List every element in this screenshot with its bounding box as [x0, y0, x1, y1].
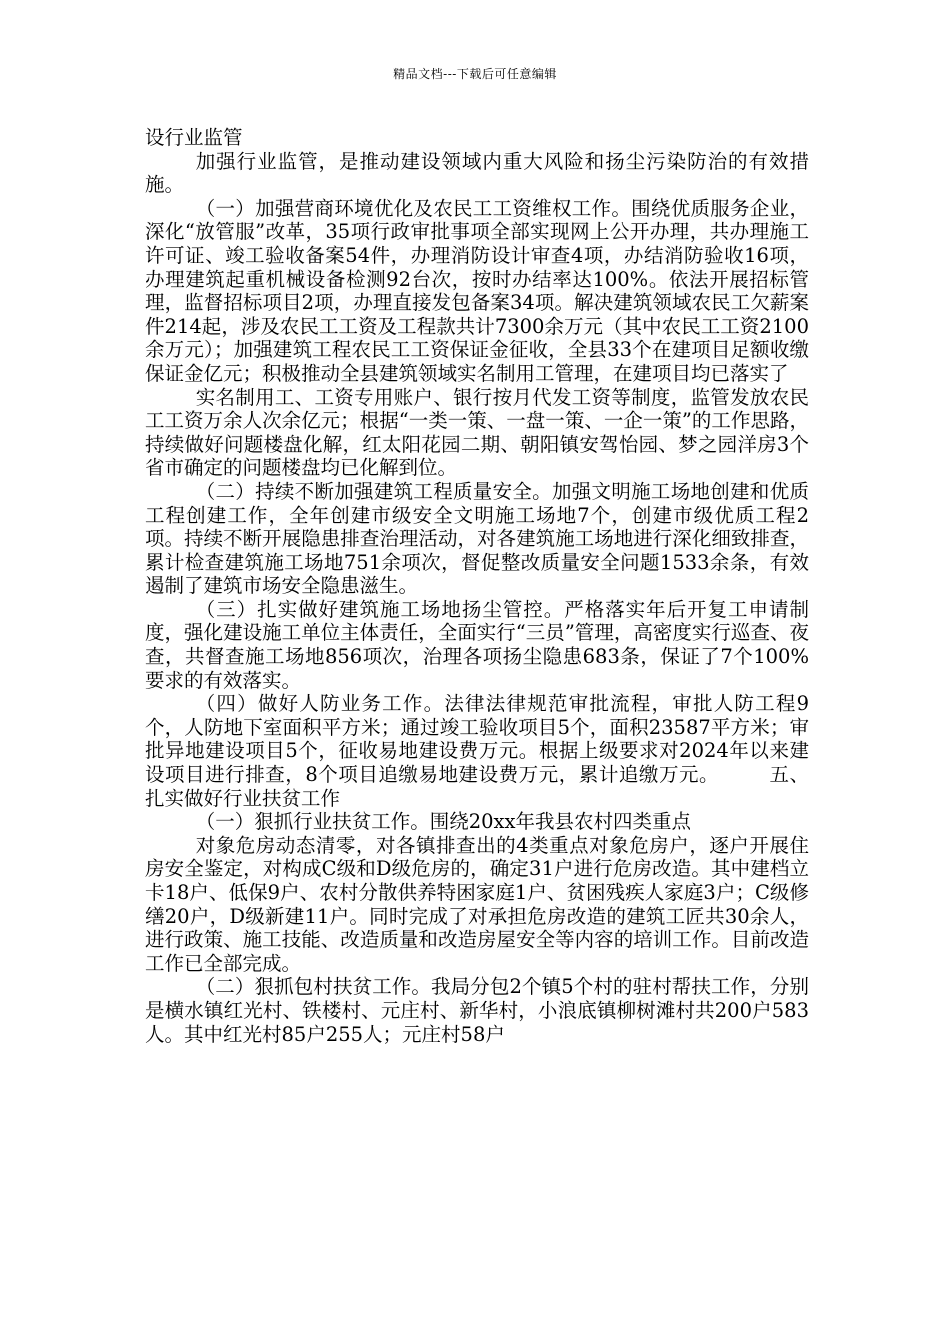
- paragraph-section-tail: 设行业监管: [145, 126, 243, 149]
- paragraph-business-environment: （一）加强营商环境优化及农民工工资维权工作。围绕优质服务企业，深化“放管服”改革，35项行政审批事项全部实现网上公开办理，共办理施工许可证、竣工验收备案54件，办理消防设计审查4项，办结消防验收16项，办理建筑起重机械设备检测92台次，按时办结率达100%。依法开展招标管理，监督招标项目2项，办理直接发包备案34项。解决建筑领域农民工欠薪案件214起，涉及农民工工资及工程款共计7300余万元（其中农民工工资2100余万元）；加强建筑工程农民工工资保证金征收，全县33个在建项目足额收缴保证金亿元；积极推动全县建筑领域实名制用工管理，在建项目均已落实了: [145, 196, 809, 385]
- paragraph-quality-safety: （二）持续不断加强建筑工程质量安全。加强文明施工场地创建和优质工程创建工作，全年创建市级安全文明施工场地7个，创建市级优质工程2项。持续不断开展隐患排查治理活动，对各建筑施工场地进行深化细致排查，累计检查建筑施工场地751余项次，督促整改质量安全问题1533余条，有效遏制了建筑市场安全隐患滋生。: [145, 479, 809, 598]
- paragraph-dust-control: （三）扎实做好建筑施工场地扬尘管控。严格落实年后开复工申请制度，强化建设施工单位主体责任，全面实行“三员”管理，高密度实行巡查、夜查，共督查施工场地856项次，治理各项扬尘隐患683条，保证了7个100%要求的有效落实。: [145, 597, 809, 692]
- paragraph-poverty-heading: （一）狠抓行业扶贫工作。围绕20xx年我县农村四类重点: [195, 810, 691, 834]
- paragraph-real-name-employment: 实名制用工、工资专用账户、银行按月代发工资等制度，监管发放农民工工资万余人次余亿元；根据“一类一策、一盘一策、一企一策”的工作思路，持续做好问题楼盘化解，红太阳花园二期、朝阳镇安驾怡园、梦之园洋房3个省市确定的问题楼盘均已化解到位。: [145, 385, 809, 480]
- paragraph-village-assistance: （二）狠抓包村扶贫工作。我局分包2个镇5个村的驻村帮扶工作，分别是横水镇红光村、铁楼村、元庄村、新华村，小浪底镇柳树滩村共200户583人。其中红光村85户255人；元庄村58户: [145, 975, 809, 1046]
- document-body: [145, 126, 809, 1046]
- page-header: 精品文档---下载后可任意编辑: [393, 67, 557, 81]
- paragraph-civil-defense: （四）做好人防业务工作。法律法律规范审批流程，审批人防工程9个，人防地下室面积平方米；通过竣工验收项目5个，面积23587平方米；审批异地建设项目5个，征收易地建设费万元。根据上级要求对2024年以来建设项目进行排查，8个项目追缴易地建设费万元，累计追缴万元。 五、扎实做好行业扶贫工作: [145, 692, 809, 810]
- paragraph-dangerous-housing: 对象危房动态清零，对各镇排查出的4类重点对象危房户，逐户开展住房安全鉴定，对构成C级和D级危房的，确定31户进行危房改造。其中建档立卡18户、低保9户、农村分散供养特困家庭1户、贫困残疾人家庭3户；C级修缮20户，D级新建11户。同时完成了对承担危房改造的建筑工匠共30余人，进行政策、施工技能、改造质量和改造房屋安全等内容的培训工作。目前改造工作已全部完成。: [145, 833, 809, 975]
- paragraph-intro: 加强行业监管，是推动建设领域内重大风险和扬尘污染防治的有效措施。: [145, 149, 809, 197]
